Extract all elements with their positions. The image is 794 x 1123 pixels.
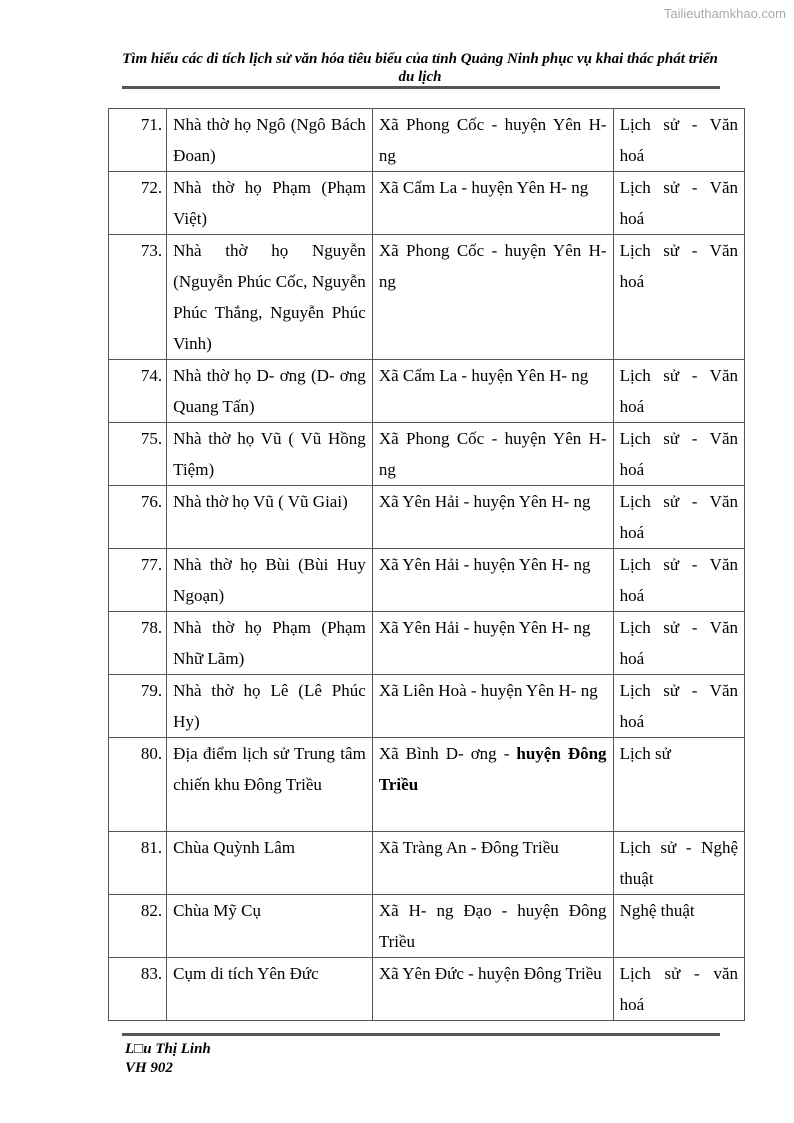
site-name: Cụm di tích Yên Đức bbox=[167, 958, 373, 1021]
site-location: Xã Phong Cốc - huyện Yên H- ng bbox=[372, 423, 613, 486]
site-name: Nhà thờ họ D- ơng (D- ơng Quang Tấn) bbox=[167, 360, 373, 423]
page-header-title: Tìm hiểu các di tích lịch sử văn hóa tiêu biểu của tỉnh Quảng Ninh phục vụ khai thác phát triển du lịch bbox=[122, 51, 718, 85]
row-number: 79. bbox=[109, 675, 167, 738]
site-location: Xã Phong Cốc - huyện Yên H- ng bbox=[372, 109, 613, 172]
site-location: Xã Yên Hải - huyện Yên H- ng bbox=[372, 486, 613, 549]
site-type: Lịch sử bbox=[613, 738, 744, 832]
table-row bbox=[109, 423, 745, 486]
site-type: Lịch sử - văn hoá bbox=[613, 958, 744, 1021]
header-divider bbox=[122, 86, 720, 89]
table-row bbox=[109, 895, 745, 958]
site-type: Lịch sử - Văn hoá bbox=[613, 549, 744, 612]
table-row bbox=[109, 832, 745, 895]
site-type: Lịch sử - Văn hoá bbox=[613, 486, 744, 549]
footer-class: VH 902 bbox=[125, 1060, 173, 1076]
table-row bbox=[109, 360, 745, 423]
site-location: Xã Yên Đức - huyện Đông Triều bbox=[372, 958, 613, 1021]
site-name: Chùa Quỳnh Lâm bbox=[167, 832, 373, 895]
site-name: Nhà thờ họ Phạm (Phạm Nhữ Lãm) bbox=[167, 612, 373, 675]
row-number: 82. bbox=[109, 895, 167, 958]
table-row bbox=[109, 235, 745, 360]
row-number: 81. bbox=[109, 832, 167, 895]
site-location: Xã Yên Hải - huyện Yên H- ng bbox=[372, 612, 613, 675]
row-number: 72. bbox=[109, 172, 167, 235]
site-location: Xã Bình D- ơng - huyện Đông Triều bbox=[372, 738, 613, 832]
site-location: Xã H- ng Đạo - huyện Đông Triều bbox=[372, 895, 613, 958]
site-type: Lịch sử - Văn hoá bbox=[613, 235, 744, 360]
site-type: Lịch sử - Văn hoá bbox=[613, 423, 744, 486]
site-name: Nhà thờ họ Lê (Lê Phúc Hy) bbox=[167, 675, 373, 738]
site-name: Nhà thờ họ Bùi (Bùi Huy Ngoạn) bbox=[167, 549, 373, 612]
site-name: Chùa Mỹ Cụ bbox=[167, 895, 373, 958]
row-number: 80. bbox=[109, 738, 167, 832]
site-name: Địa điểm lịch sử Trung tâm chiến khu Đông Triều bbox=[167, 738, 373, 832]
site-location: Xã Cẩm La - huyện Yên H- ng bbox=[372, 360, 613, 423]
row-number: 83. bbox=[109, 958, 167, 1021]
site-name: Nhà thờ họ Phạm (Phạm Việt) bbox=[167, 172, 373, 235]
table-row bbox=[109, 612, 745, 675]
table-row bbox=[109, 549, 745, 612]
table-row bbox=[109, 958, 745, 1021]
footer bbox=[125, 1040, 211, 1078]
site-type: Lịch sử - Văn hoá bbox=[613, 612, 744, 675]
row-number: 78. bbox=[109, 612, 167, 675]
site-type: Lịch sử - Văn hoá bbox=[613, 360, 744, 423]
row-number: 77. bbox=[109, 549, 167, 612]
heritage-table bbox=[108, 108, 745, 1021]
row-number: 74. bbox=[109, 360, 167, 423]
site-location: Xã Yên Hải - huyện Yên H- ng bbox=[372, 549, 613, 612]
table-row bbox=[109, 109, 745, 172]
site-location: Xã Cẩm La - huyện Yên H- ng bbox=[372, 172, 613, 235]
row-number: 73. bbox=[109, 235, 167, 360]
site-name: Nhà thờ họ Vũ ( Vũ Hồng Tiệm) bbox=[167, 423, 373, 486]
location-bold: huyện Đông Triều bbox=[378, 744, 607, 794]
site-type: Lịch sử - Văn hoá bbox=[613, 172, 744, 235]
row-number: 75. bbox=[109, 423, 167, 486]
footer-divider bbox=[122, 1033, 720, 1036]
site-name: Nhà thờ họ Ngô (Ngô Bách Đoan) bbox=[167, 109, 373, 172]
table-row bbox=[109, 675, 745, 738]
site-location: Xã Liên Hoà - huyện Yên H- ng bbox=[372, 675, 613, 738]
site-type: Nghệ thuật bbox=[613, 895, 744, 958]
site-type: Lịch sử - Văn hoá bbox=[613, 675, 744, 738]
site-location: Xã Phong Cốc - huyện Yên H- ng bbox=[372, 235, 613, 360]
site-location: Xã Tràng An - Đông Triều bbox=[372, 832, 613, 895]
site-name: Nhà thờ họ Vũ ( Vũ Giai) bbox=[167, 486, 373, 549]
table-row bbox=[109, 172, 745, 235]
watermark: Tailieuthamkhao.com bbox=[663, 6, 786, 21]
site-type: Lịch sử - Văn hoá bbox=[613, 109, 744, 172]
row-number: 71. bbox=[109, 109, 167, 172]
site-name: Nhà thờ họ Nguyễn (Nguyễn Phúc Cốc, Nguyễn Phúc Thắng, Nguyễn Phúc Vinh) bbox=[167, 235, 373, 360]
footer-author: L□u Thị Linh bbox=[125, 1041, 211, 1057]
site-type: Lịch sử - Nghệ thuật bbox=[613, 832, 744, 895]
table-row bbox=[109, 486, 745, 549]
row-number: 76. bbox=[109, 486, 167, 549]
table-row bbox=[109, 738, 745, 832]
